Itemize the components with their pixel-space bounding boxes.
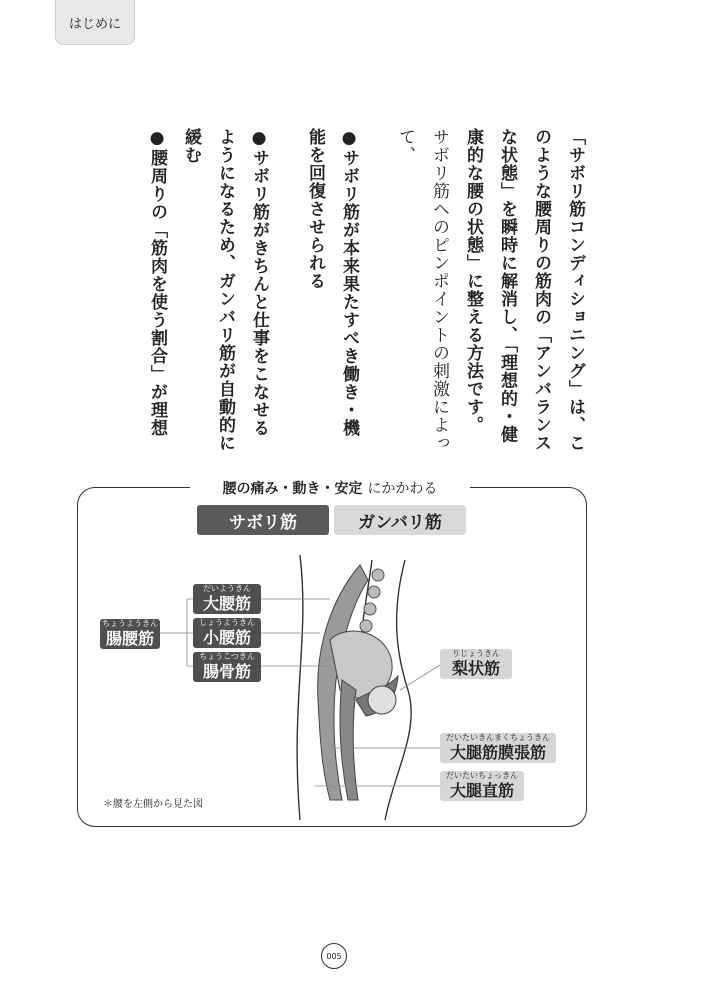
word-daitaikinmakuchoukin: 大腿筋膜張筋 [449,743,546,762]
label-daiyoukin [193,584,261,614]
label-rijoukin [440,649,512,679]
word-chouyoukin: 腸腰筋 [105,629,154,648]
bullet-2: ●サボリ筋がきちんと仕事をこなせるようになるため、ガンバリ筋が自動的に緩む [181,128,269,452]
paragraph-2: サボリ筋へのピンポイントの刺激によって、 [395,128,449,452]
ganbari-tag: ガンバリ筋 [334,505,466,535]
bullet-3: ●腰周りの「筋肉を使う割合」が理想 [147,128,167,437]
label-chouyoukin [100,619,160,649]
paragraph-1: 「サボリ筋コンディショニング」は、このような腰周りの筋肉の「アンバランスな状態」を瞬時に解消し、「理想的・健康的な腰の状態」に整える方法です。 [463,128,585,452]
ruby-choukotsukin: ちょうこつきん [199,652,255,661]
ruby-daiyoukin: だいようきん [203,584,251,593]
ruby-daitaichokukin: だいたいちょっきん [446,771,518,780]
label-shouyoukin [193,618,261,648]
bullet-1: ●サボリ筋が本来果たすべき働き・機能を回復させられる [305,128,359,437]
word-shouyoukin: 小腰筋 [202,628,251,647]
chapter-tab: はじめに [55,0,135,45]
label-daitaikinmakuchoukin [440,733,556,763]
ruby-chouyoukin: ちょうようきん [102,619,158,628]
word-rijoukin: 梨状筋 [451,659,500,678]
figure-note: ＊腰を左側から見た図 [103,799,203,810]
ruby-rijoukin: りじょうきん [452,649,500,658]
word-choukotsukin: 腸骨筋 [202,662,251,681]
label-choukotsukin [193,652,261,682]
ruby-shouyoukin: しょうようきん [199,618,255,627]
label-daitaichokukin [440,771,524,801]
ruby-daitaikinmakuchoukin: だいたいきんまくちょうきん [446,733,550,742]
word-daitaichokukin: 大腿直筋 [449,781,514,800]
figure-title-bold: 腰の痛み・動き・安定 [222,481,363,497]
page-number: 005 [321,943,347,969]
figure-title-normal: にかかわる [367,481,438,497]
sabori-tag: サボリ筋 [197,505,329,535]
word-daiyoukin: 大腰筋 [202,594,251,613]
